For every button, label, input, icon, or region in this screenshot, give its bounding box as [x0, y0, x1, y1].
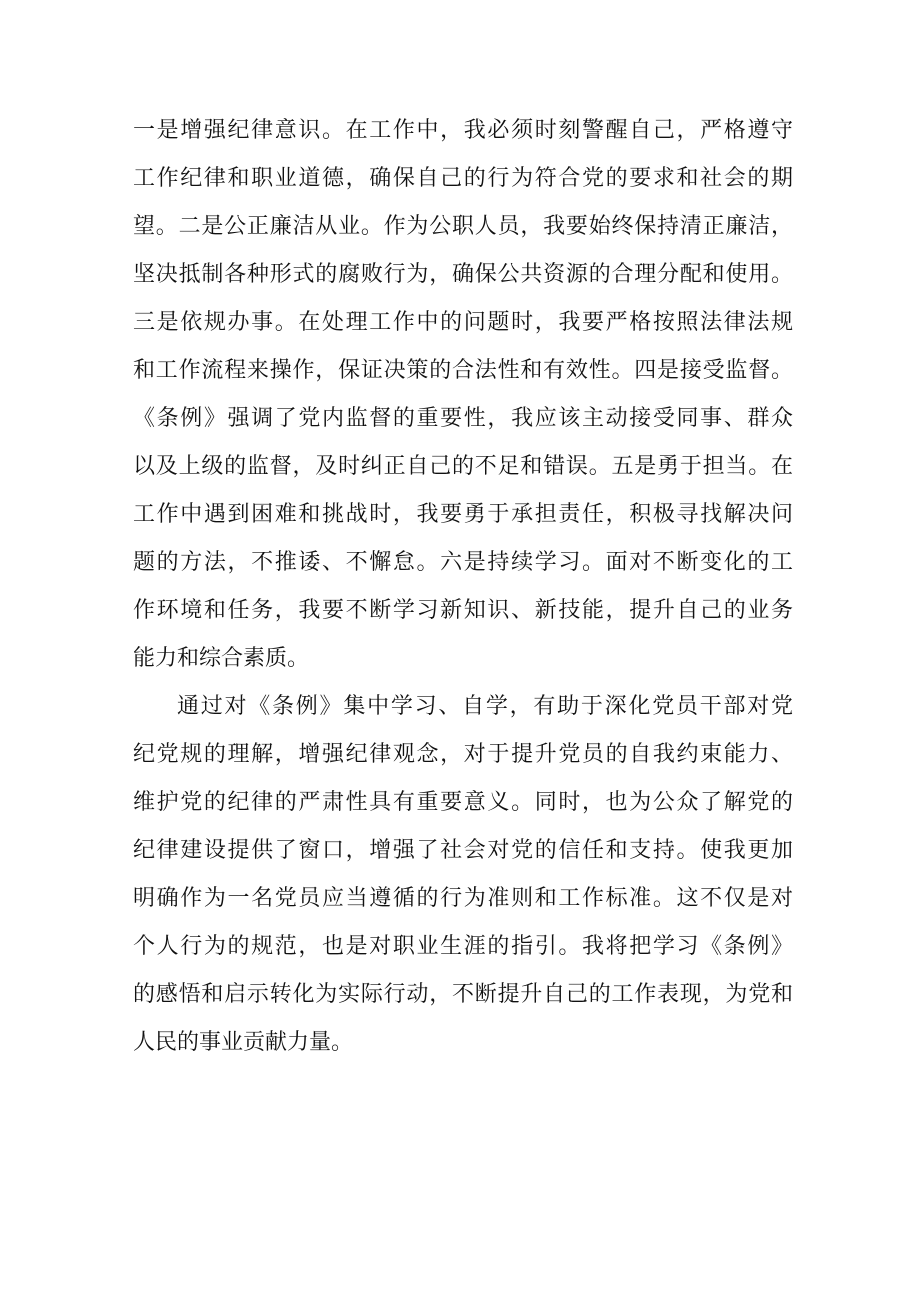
text-line: 三是依规办事。在处理工作中的问题时，我要严格按照法律法规 [133, 310, 793, 335]
paragraph-1 [133, 107, 793, 683]
text-line: 的感悟和启示转化为实际行动，不断提升自己的工作表现，为党和 [133, 982, 793, 1007]
text-line: 《条例》强调了党内监督的重要性，我应该主动接受同事、群众 [133, 406, 793, 431]
text-line: 工作中遇到困难和挑战时，我要勇于承担责任，积极寻找解决问 [133, 502, 793, 527]
text-line: 明确作为一名党员应当遵循的行为准则和工作标准。这不仅是对 [133, 886, 793, 911]
text-line: 纪党规的理解，增强纪律观念，对于提升党员的自我约束能力、 [133, 742, 793, 767]
text-line: 能力和综合素质。 [133, 646, 310, 671]
text-line: 一是增强纪律意识。在工作中，我必须时刻警醒自己，严格遵守 [133, 118, 793, 143]
text-line: 和工作流程来操作，保证决策的合法性和有效性。四是接受监督。 [133, 358, 793, 383]
text-line: 望。二是公正廉洁从业。作为公职人员，我要始终保持清正廉洁， [133, 214, 793, 239]
paragraph-2 [133, 683, 793, 1067]
text-line: 纪律建设提供了窗口，增强了社会对党的信任和支持。使我更加 [133, 838, 793, 863]
text-line: 以及上级的监督，及时纠正自己的不足和错误。五是勇于担当。在 [133, 454, 793, 479]
text-line: 通过对《条例》集中学习、自学，有助于深化党员干部对党 [177, 694, 793, 719]
text-line: 作环境和任务，我要不断学习新知识、新技能，提升自己的业务 [133, 598, 793, 623]
text-line: 工作纪律和职业道德，确保自己的行为符合党的要求和社会的期 [133, 166, 793, 191]
text-line: 人民的事业贡献力量。 [133, 1030, 354, 1055]
text-line: 题的方法，不推诿、不懈怠。六是持续学习。面对不断变化的工 [133, 550, 793, 575]
text-line: 坚决抵制各种形式的腐败行为，确保公共资源的合理分配和使用。 [133, 262, 793, 287]
text-line: 维护党的纪律的严肃性具有重要意义。同时，也为公众了解党的 [133, 790, 793, 815]
text-line: 个人行为的规范，也是对职业生涯的指引。我将把学习《条例》 [133, 934, 793, 959]
